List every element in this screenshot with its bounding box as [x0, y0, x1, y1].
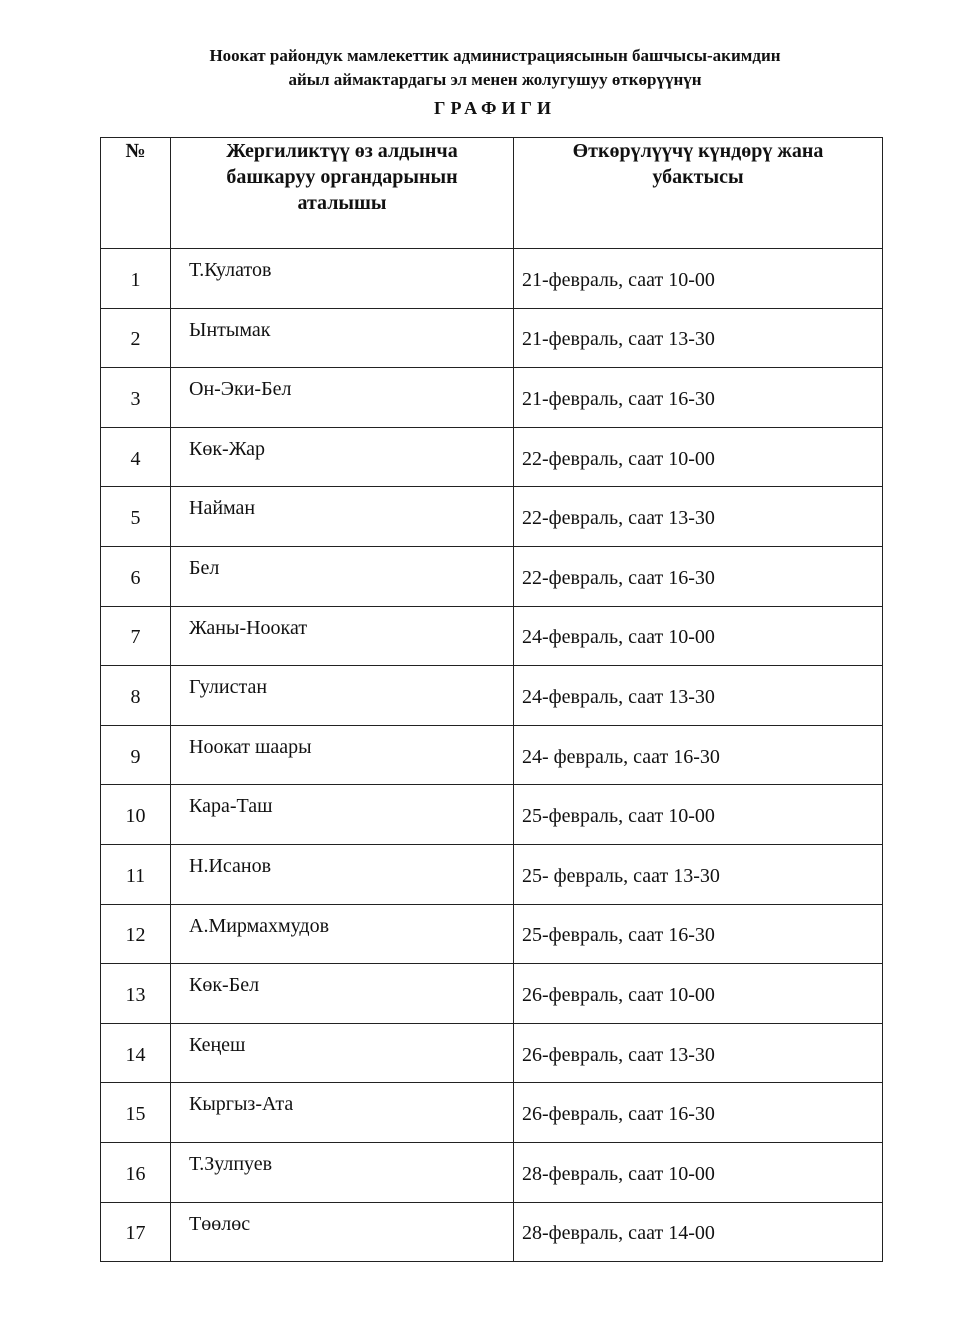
row-name: Көк-Бел: [171, 964, 514, 1024]
table-row: [101, 606, 883, 666]
row-number: 10: [101, 785, 171, 845]
table-row: [101, 844, 883, 904]
row-name: Он-Эки-Бел: [171, 368, 514, 428]
table-row: [101, 725, 883, 785]
row-name: Найман: [171, 487, 514, 547]
row-name: Жаны-Ноокат: [171, 606, 514, 666]
row-number: 14: [101, 1023, 171, 1083]
document-header: [0, 44, 954, 120]
row-date: 28-февраль, саат 10-00: [514, 1142, 883, 1202]
row-name: Ноокат шаары: [171, 725, 514, 785]
row-date: 25- февраль, саат 13-30: [514, 844, 883, 904]
row-number: 15: [101, 1083, 171, 1143]
row-name: Төөлөс: [171, 1202, 514, 1262]
table-row: [101, 1083, 883, 1143]
row-number: 5: [101, 487, 171, 547]
table-row: [101, 904, 883, 964]
row-name: Көк-Жар: [171, 427, 514, 487]
table-row: [101, 1202, 883, 1262]
table-row: [101, 964, 883, 1024]
row-date: 25-февраль, саат 10-00: [514, 785, 883, 845]
table-row: [101, 487, 883, 547]
row-number: 13: [101, 964, 171, 1024]
table-row: [101, 368, 883, 428]
row-number: 11: [101, 844, 171, 904]
row-number: 2: [101, 308, 171, 368]
header-line-1: Ноокат райондук мамлекеттик администрациясынын башчысы-акимдин: [209, 46, 781, 65]
row-number: 4: [101, 427, 171, 487]
row-number: 3: [101, 368, 171, 428]
column-header-name: Жергиликтүү өз алдынча башкаруу органдарынын аталышы: [171, 138, 514, 249]
table-row: [101, 546, 883, 606]
table-row: [101, 785, 883, 845]
row-number: 16: [101, 1142, 171, 1202]
row-date: 22-февраль, саат 16-30: [514, 546, 883, 606]
row-name: Н.Исанов: [171, 844, 514, 904]
row-name: Ынтымак: [171, 308, 514, 368]
row-date: 24-февраль, саат 13-30: [514, 666, 883, 726]
row-number: 1: [101, 249, 171, 309]
row-date: 21-февраль, саат 13-30: [514, 308, 883, 368]
table-row: [101, 1023, 883, 1083]
row-name: Т.Зулпуев: [171, 1142, 514, 1202]
row-date: 26-февраль, саат 16-30: [514, 1083, 883, 1143]
table-row: [101, 1142, 883, 1202]
schedule-table: [100, 137, 883, 1262]
row-name: Кара-Таш: [171, 785, 514, 845]
row-number: 9: [101, 725, 171, 785]
column-header-date: Өткөрүлүүчү күндөрү жана убактысы: [514, 138, 883, 249]
table-row: [101, 666, 883, 726]
row-date: 21-февраль, саат 16-30: [514, 368, 883, 428]
row-date: 26-февраль, саат 10-00: [514, 964, 883, 1024]
row-number: 7: [101, 606, 171, 666]
row-name: Кыргыз-Ата: [171, 1083, 514, 1143]
row-date: 24- февраль, саат 16-30: [514, 725, 883, 785]
table-row: [101, 308, 883, 368]
row-date: 25-февраль, саат 16-30: [514, 904, 883, 964]
row-number: 17: [101, 1202, 171, 1262]
row-name: А.Мирмахмудов: [171, 904, 514, 964]
row-date: 28-февраль, саат 14-00: [514, 1202, 883, 1262]
column-header-number: №: [101, 138, 171, 249]
row-name: Т.Кулатов: [171, 249, 514, 309]
row-number: 12: [101, 904, 171, 964]
row-date: 26-февраль, саат 13-30: [514, 1023, 883, 1083]
table-header-row: [101, 138, 883, 249]
row-number: 6: [101, 546, 171, 606]
document-title: ГРАФИГИ: [434, 98, 556, 118]
row-number: 8: [101, 666, 171, 726]
header-line-2: айыл аймактардагы эл менен жолугушуу өткөрүүнүн: [288, 70, 702, 89]
row-name: Бел: [171, 546, 514, 606]
row-date: 22-февраль, саат 13-30: [514, 487, 883, 547]
table-row: [101, 249, 883, 309]
row-date: 22-февраль, саат 10-00: [514, 427, 883, 487]
row-date: 24-февраль, саат 10-00: [514, 606, 883, 666]
table-row: [101, 427, 883, 487]
row-name: Кеңеш: [171, 1023, 514, 1083]
row-name: Гулистан: [171, 666, 514, 726]
row-date: 21-февраль, саат 10-00: [514, 249, 883, 309]
